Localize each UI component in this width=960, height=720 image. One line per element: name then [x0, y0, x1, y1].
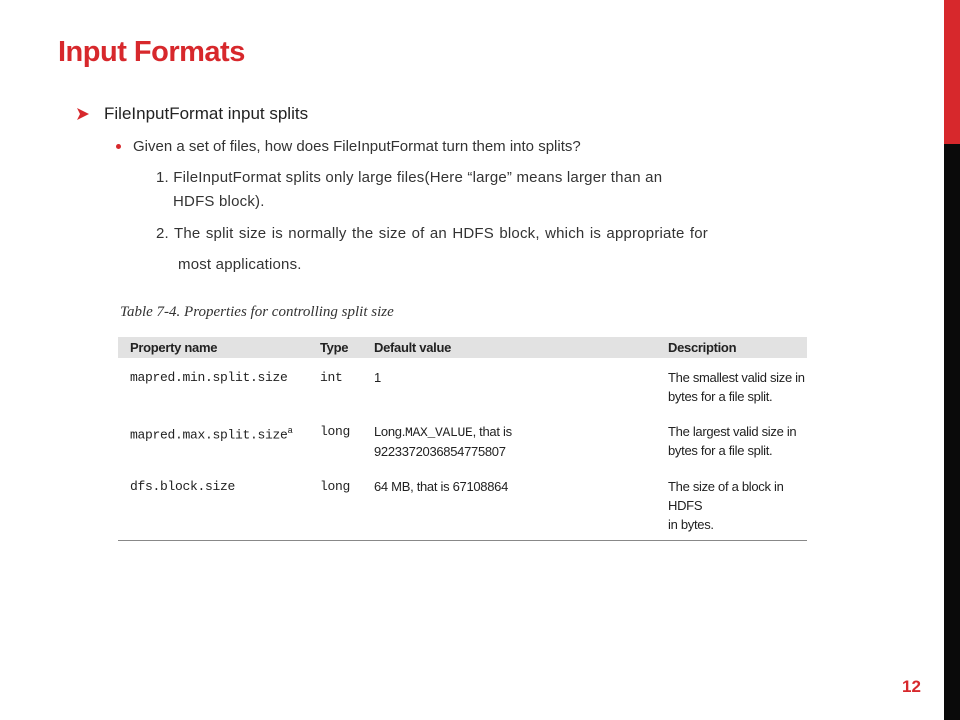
cell-type: long	[320, 479, 351, 494]
table-header-row	[118, 337, 807, 358]
header-type: Type	[320, 340, 349, 355]
table-row	[118, 358, 807, 412]
sub-bullet-text: Given a set of files, how does FileInputFormat turn them into splits?	[133, 138, 581, 155]
heading-item	[76, 104, 308, 124]
table-row	[118, 412, 807, 467]
cell-default: 64 MB, that is 67108864	[374, 479, 509, 494]
cell-default: Long.MAX_VALUE, that is 9223372036854775807	[374, 424, 512, 459]
header-default-value: Default value	[374, 340, 452, 355]
side-accent-bar-red	[944, 0, 960, 144]
dot-bullet-icon	[116, 144, 121, 149]
footnote-marker: a	[287, 426, 293, 436]
cell-property: dfs.block.size	[130, 479, 236, 494]
cell-description: The largest valid size in bytes for a file split.	[668, 424, 797, 458]
cell-property: mapred.max.split.size$^a$	[130, 426, 293, 443]
table-caption: Table 7-4. Properties for controlling split size	[120, 304, 394, 320]
table-row	[118, 467, 807, 540]
cell-description: The size of a block in HDFS in bytes.	[668, 479, 784, 532]
page-number: 12	[902, 677, 921, 696]
cell-type: long	[320, 424, 351, 439]
point-2-line-2: most applications.	[178, 256, 302, 273]
cell-description: The smallest valid size in bytes for a file split.	[668, 370, 805, 404]
point-2-line-1: 2. The split size is normally the size of an HDFS block, which is appropriate for	[156, 225, 708, 242]
slide-title: Input Formats	[58, 36, 245, 68]
cell-type: int	[320, 370, 343, 385]
point-1-line-1: 1. FileInputFormat splits only large files(Here “large” means larger than an	[156, 169, 663, 186]
heading-text: FileInputFormat input splits	[104, 104, 309, 123]
point-1-line-2: HDFS block).	[173, 193, 265, 210]
arrow-bullet-icon	[76, 107, 90, 121]
header-description: Description	[668, 340, 737, 355]
cell-property: mapred.min.split.size	[130, 370, 288, 385]
properties-table	[118, 337, 807, 541]
side-accent-bar-black	[944, 144, 960, 720]
cell-default: 1	[374, 370, 381, 385]
header-property-name: Property name	[130, 340, 218, 355]
sub-bullet-item	[116, 138, 581, 155]
